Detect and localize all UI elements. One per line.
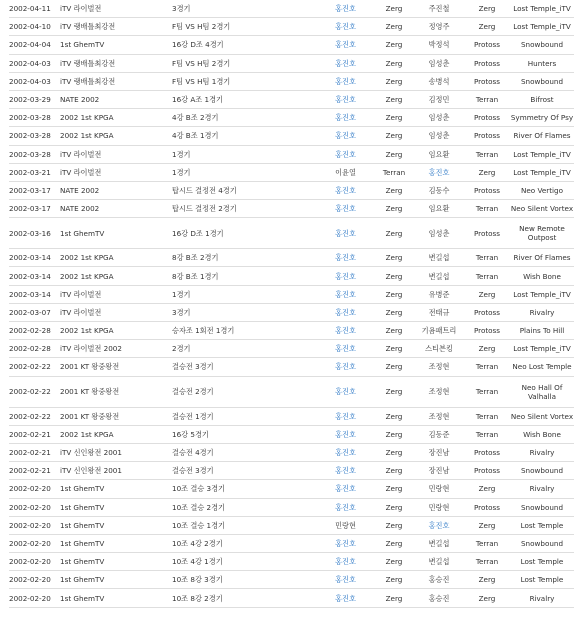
event-name: iTV 신인왕전 2001 <box>60 443 172 461</box>
match-date: 2002-03-21 <box>9 163 60 181</box>
table-row <box>9 516 574 534</box>
map-name: River Of Flames <box>510 249 574 267</box>
player2-name: 임성춘 <box>414 218 464 249</box>
map-name: River Of Flames <box>510 127 574 145</box>
player1-name[interactable]: 홍진호 <box>317 200 374 218</box>
player2-name[interactable]: 홍진호 <box>414 163 464 181</box>
player1-name[interactable]: 홍진호 <box>317 358 374 376</box>
map-name: Hunters <box>510 54 574 72</box>
player1-name: 민랑현 <box>317 516 374 534</box>
round-name: 1경기 <box>172 145 317 163</box>
player2-name: 김동수 <box>414 181 464 199</box>
map-name: Snowbound <box>510 498 574 516</box>
event-name: iTV 랭배틀최강전 <box>60 72 172 90</box>
player2-name: 송병석 <box>414 72 464 90</box>
player1-name[interactable]: 홍진호 <box>317 553 374 571</box>
player2-name: 유병준 <box>414 285 464 303</box>
table-row <box>9 0 574 18</box>
player1-race: Zerg <box>374 90 414 108</box>
event-name: 2002 1st KPGA <box>60 425 172 443</box>
player1-race: Zerg <box>374 443 414 461</box>
player2-name: 변길섭 <box>414 267 464 285</box>
map-name: Lost Temple_iTV <box>510 285 574 303</box>
event-name: 1st GhemTV <box>60 218 172 249</box>
table-row <box>9 553 574 571</box>
map-name: Rivalry <box>510 480 574 498</box>
match-date: 2002-02-22 <box>9 376 60 407</box>
table-row <box>9 534 574 552</box>
player1-name[interactable]: 홍진호 <box>317 109 374 127</box>
player2-race: Protoss <box>464 443 510 461</box>
map-name: Snowbound <box>510 534 574 552</box>
round-name: 10조 결승 3경기 <box>172 480 317 498</box>
player1-name[interactable]: 홍진호 <box>317 285 374 303</box>
player2-name: 김정민 <box>414 90 464 108</box>
round-name: 3경기 <box>172 0 317 18</box>
map-name: Snowbound <box>510 462 574 480</box>
player1-race: Zerg <box>374 72 414 90</box>
map-name: Bifrost <box>510 90 574 108</box>
round-name: 결승전 2경기 <box>172 376 317 407</box>
table-row <box>9 462 574 480</box>
match-date: 2002-02-21 <box>9 462 60 480</box>
player1-name[interactable]: 홍진호 <box>317 571 374 589</box>
match-date: 2002-02-20 <box>9 498 60 516</box>
map-name: Neo Vertigo <box>510 181 574 199</box>
table-row <box>9 200 574 218</box>
map-name: Rivalry <box>510 589 574 607</box>
player2-race: Terran <box>464 249 510 267</box>
table-row <box>9 358 574 376</box>
player1-name[interactable]: 홍진호 <box>317 36 374 54</box>
match-date: 2002-02-20 <box>9 480 60 498</box>
player1-race: Zerg <box>374 322 414 340</box>
map-name: Lost Temple <box>510 571 574 589</box>
match-date: 2002-02-22 <box>9 358 60 376</box>
table-row <box>9 589 574 607</box>
match-date: 2002-02-20 <box>9 571 60 589</box>
player1-name[interactable]: 홍진호 <box>317 249 374 267</box>
player1-name: 이윤열 <box>317 163 374 181</box>
map-name: Lost Temple_iTV <box>510 0 574 18</box>
event-name: iTV 라이벌전 <box>60 163 172 181</box>
player1-name[interactable]: 홍진호 <box>317 498 374 516</box>
match-date: 2002-02-20 <box>9 553 60 571</box>
player2-race: Terran <box>464 267 510 285</box>
player1-name[interactable]: 홍진호 <box>317 54 374 72</box>
table-row <box>9 285 574 303</box>
table-row <box>9 163 574 181</box>
player2-race: Zerg <box>464 163 510 181</box>
player2-race: Terran <box>464 425 510 443</box>
event-name: NATE 2002 <box>60 181 172 199</box>
player2-race: Zerg <box>464 571 510 589</box>
player2-race: Terran <box>464 553 510 571</box>
player2-name: 변길섭 <box>414 553 464 571</box>
player1-race: Terran <box>374 163 414 181</box>
table-row <box>9 443 574 461</box>
match-date: 2002-03-07 <box>9 303 60 321</box>
table-row <box>9 109 574 127</box>
player2-name: 박정석 <box>414 36 464 54</box>
event-name: 1st GhemTV <box>60 480 172 498</box>
table-row <box>9 425 574 443</box>
match-history-table <box>9 0 574 608</box>
player1-race: Zerg <box>374 462 414 480</box>
player1-race: Zerg <box>374 127 414 145</box>
match-date: 2002-04-04 <box>9 36 60 54</box>
table-row <box>9 90 574 108</box>
map-name: Lost Temple_iTV <box>510 145 574 163</box>
map-name: Symmetry Of Psy <box>510 109 574 127</box>
match-date: 2002-03-14 <box>9 285 60 303</box>
player1-race: Zerg <box>374 571 414 589</box>
table-row <box>9 376 574 407</box>
round-name: 8강 B조 2경기 <box>172 249 317 267</box>
match-date: 2002-03-16 <box>9 218 60 249</box>
match-date: 2002-04-10 <box>9 18 60 36</box>
match-date: 2002-02-20 <box>9 589 60 607</box>
player2-race: Protoss <box>464 36 510 54</box>
player2-name: 민랑현 <box>414 480 464 498</box>
event-name: 2002 1st KPGA <box>60 322 172 340</box>
player1-race: Zerg <box>374 249 414 267</box>
match-date: 2002-03-14 <box>9 249 60 267</box>
player2-name: 조정현 <box>414 376 464 407</box>
round-name: F팀 VS H팀 1경기 <box>172 72 317 90</box>
round-name: 10조 8강 3경기 <box>172 571 317 589</box>
round-name: 4강 B조 2경기 <box>172 109 317 127</box>
round-name: 1경기 <box>172 285 317 303</box>
player2-race: Protoss <box>464 127 510 145</box>
player1-race: Zerg <box>374 553 414 571</box>
map-name: Neo Silent Vortex <box>510 200 574 218</box>
table-row <box>9 181 574 199</box>
table-row <box>9 480 574 498</box>
player2-race: Zerg <box>464 589 510 607</box>
player1-name[interactable]: 홍진호 <box>317 425 374 443</box>
round-name: 10조 4강 1경기 <box>172 553 317 571</box>
match-date: 2002-02-20 <box>9 516 60 534</box>
match-date: 2002-03-28 <box>9 145 60 163</box>
player1-race: Zerg <box>374 498 414 516</box>
event-name: iTV 랭배틀최강전 <box>60 18 172 36</box>
match-date: 2002-03-29 <box>9 90 60 108</box>
match-date: 2002-02-28 <box>9 322 60 340</box>
match-date: 2002-03-14 <box>9 267 60 285</box>
event-name: iTV 라이벌전 <box>60 285 172 303</box>
round-name: 10조 결승 1경기 <box>172 516 317 534</box>
event-name: iTV 신인왕전 2001 <box>60 462 172 480</box>
player1-name[interactable]: 홍진호 <box>317 589 374 607</box>
match-date: 2002-03-28 <box>9 127 60 145</box>
match-date: 2002-02-28 <box>9 340 60 358</box>
player2-race: Protoss <box>464 218 510 249</box>
player1-name[interactable]: 홍진호 <box>317 534 374 552</box>
round-name: 4강 B조 1경기 <box>172 127 317 145</box>
match-date: 2002-03-17 <box>9 181 60 199</box>
round-name: 10조 결승 2경기 <box>172 498 317 516</box>
round-name: 16강 D조 1경기 <box>172 218 317 249</box>
map-name: Lost Temple <box>510 553 574 571</box>
player2-name: 임요환 <box>414 200 464 218</box>
match-date: 2002-04-03 <box>9 54 60 72</box>
match-date: 2002-02-21 <box>9 425 60 443</box>
round-name: 8강 B조 1경기 <box>172 267 317 285</box>
player2-name: 전태규 <box>414 303 464 321</box>
player2-name: 김동준 <box>414 425 464 443</box>
player1-name[interactable]: 홍진호 <box>317 267 374 285</box>
table-row <box>9 340 574 358</box>
player1-race: Zerg <box>374 516 414 534</box>
player2-race: Terran <box>464 376 510 407</box>
table-row <box>9 127 574 145</box>
player2-race: Terran <box>464 90 510 108</box>
player2-race: Terran <box>464 145 510 163</box>
player2-race: Protoss <box>464 54 510 72</box>
player1-name[interactable]: 홍진호 <box>317 0 374 18</box>
player1-race: Zerg <box>374 181 414 199</box>
round-name: 결승전 3경기 <box>172 358 317 376</box>
event-name: iTV 라이벌전 <box>60 303 172 321</box>
player2-race: Zerg <box>464 285 510 303</box>
match-date: 2002-02-20 <box>9 534 60 552</box>
round-name: 탑시드 결정전 2경기 <box>172 200 317 218</box>
map-name: Lost Temple_iTV <box>510 340 574 358</box>
table-row <box>9 72 574 90</box>
player1-race: Zerg <box>374 218 414 249</box>
event-name: 1st GhemTV <box>60 498 172 516</box>
player1-race: Zerg <box>374 340 414 358</box>
player2-race: Zerg <box>464 0 510 18</box>
player1-name[interactable]: 홍진호 <box>317 145 374 163</box>
map-name: Wish Bone <box>510 425 574 443</box>
map-name: Lost Temple <box>510 516 574 534</box>
player2-name: 변길섭 <box>414 249 464 267</box>
round-name: 3경기 <box>172 303 317 321</box>
player1-name[interactable]: 홍진호 <box>317 462 374 480</box>
player2-race: Zerg <box>464 340 510 358</box>
player2-name: 장진남 <box>414 443 464 461</box>
table-row <box>9 145 574 163</box>
player2-name: 홍승진 <box>414 571 464 589</box>
player1-race: Zerg <box>374 376 414 407</box>
player2-name: 임성춘 <box>414 54 464 72</box>
match-date: 2002-03-17 <box>9 200 60 218</box>
round-name: F팀 VS H팀 2경기 <box>172 54 317 72</box>
round-name: 16강 D조 4경기 <box>172 36 317 54</box>
map-name: Rivalry <box>510 303 574 321</box>
player2-name: 변길섭 <box>414 534 464 552</box>
map-name: Snowbound <box>510 36 574 54</box>
map-name: Rivalry <box>510 443 574 461</box>
player1-race: Zerg <box>374 0 414 18</box>
event-name: 2001 KT 왕중왕전 <box>60 358 172 376</box>
round-name: 결승전 3경기 <box>172 462 317 480</box>
player2-race: Protoss <box>464 303 510 321</box>
player1-race: Zerg <box>374 407 414 425</box>
round-name: F팀 VS H팀 2경기 <box>172 18 317 36</box>
player2-name: 민랑현 <box>414 498 464 516</box>
map-name: Neo Lost Temple <box>510 358 574 376</box>
match-date: 2002-02-21 <box>9 443 60 461</box>
player2-name[interactable]: 홍진호 <box>414 516 464 534</box>
player1-race: Zerg <box>374 534 414 552</box>
player1-name[interactable]: 홍진호 <box>317 376 374 407</box>
player2-race: Protoss <box>464 462 510 480</box>
round-name: 2경기 <box>172 340 317 358</box>
round-name: 1경기 <box>172 163 317 181</box>
player2-name: 임성춘 <box>414 109 464 127</box>
table-row <box>9 54 574 72</box>
player2-name: 홍승진 <box>414 589 464 607</box>
event-name: iTV 랭배틀최강전 <box>60 54 172 72</box>
player1-race: Zerg <box>374 54 414 72</box>
match-date: 2002-04-11 <box>9 0 60 18</box>
player2-race: Zerg <box>464 18 510 36</box>
player1-race: Zerg <box>374 18 414 36</box>
player1-name[interactable]: 홍진호 <box>317 340 374 358</box>
map-name: Lost Temple_iTV <box>510 163 574 181</box>
match-date: 2002-02-22 <box>9 407 60 425</box>
player1-race: Zerg <box>374 145 414 163</box>
player1-race: Zerg <box>374 200 414 218</box>
table-row <box>9 249 574 267</box>
player1-name[interactable]: 홍진호 <box>317 407 374 425</box>
map-name: Wish Bone <box>510 267 574 285</box>
round-name: 10조 4강 2경기 <box>172 534 317 552</box>
round-name: 결승전 1경기 <box>172 407 317 425</box>
player2-name: 임요환 <box>414 145 464 163</box>
map-name: Snowbound <box>510 72 574 90</box>
round-name: 16강 A조 1경기 <box>172 90 317 108</box>
player1-name[interactable]: 홍진호 <box>317 303 374 321</box>
event-name: 1st GhemTV <box>60 589 172 607</box>
player2-race: Terran <box>464 534 510 552</box>
player1-race: Zerg <box>374 36 414 54</box>
player1-race: Zerg <box>374 480 414 498</box>
event-name: 2002 1st KPGA <box>60 249 172 267</box>
player2-race: Terran <box>464 358 510 376</box>
event-name: 2002 1st KPGA <box>60 127 172 145</box>
event-name: 1st GhemTV <box>60 534 172 552</box>
match-date: 2002-03-28 <box>9 109 60 127</box>
player2-name: 정영주 <box>414 18 464 36</box>
event-name: iTV 라이벌전 2002 <box>60 340 172 358</box>
player1-name[interactable]: 홍진호 <box>317 480 374 498</box>
table-row <box>9 571 574 589</box>
player2-race: Protoss <box>464 322 510 340</box>
player2-race: Protoss <box>464 72 510 90</box>
event-name: 1st GhemTV <box>60 553 172 571</box>
event-name: NATE 2002 <box>60 90 172 108</box>
event-name: NATE 2002 <box>60 200 172 218</box>
event-name: 2002 1st KPGA <box>60 267 172 285</box>
round-name: 결승전 4경기 <box>172 443 317 461</box>
player2-name: 조정현 <box>414 407 464 425</box>
event-name: 1st GhemTV <box>60 36 172 54</box>
player1-name[interactable]: 홍진호 <box>317 443 374 461</box>
player1-name[interactable]: 홍진호 <box>317 322 374 340</box>
player2-name: 기욤패트리 <box>414 322 464 340</box>
event-name: iTV 라이벌전 <box>60 0 172 18</box>
round-name: 16강 5경기 <box>172 425 317 443</box>
event-name: iTV 라이벌전 <box>60 145 172 163</box>
table-row <box>9 322 574 340</box>
player2-race: Protoss <box>464 109 510 127</box>
player2-race: Terran <box>464 407 510 425</box>
player1-race: Zerg <box>374 358 414 376</box>
player2-race: Protoss <box>464 498 510 516</box>
table-row <box>9 498 574 516</box>
event-name: 2002 1st KPGA <box>60 109 172 127</box>
event-name: 2001 KT 왕중왕전 <box>60 407 172 425</box>
round-name: 승자조 1회전 1경기 <box>172 322 317 340</box>
player2-name: 조정현 <box>414 358 464 376</box>
event-name: 1st GhemTV <box>60 516 172 534</box>
player1-race: Zerg <box>374 303 414 321</box>
event-name: 1st GhemTV <box>60 571 172 589</box>
player1-race: Zerg <box>374 285 414 303</box>
table-row <box>9 267 574 285</box>
player2-race: Protoss <box>464 181 510 199</box>
table-row <box>9 36 574 54</box>
table-row <box>9 218 574 249</box>
player2-race: Zerg <box>464 516 510 534</box>
player2-race: Terran <box>464 200 510 218</box>
player2-name: 주진철 <box>414 0 464 18</box>
table-row <box>9 18 574 36</box>
player1-race: Zerg <box>374 425 414 443</box>
player1-race: Zerg <box>374 267 414 285</box>
player1-name[interactable]: 홍진호 <box>317 218 374 249</box>
map-name: Neo Silent Vortex <box>510 407 574 425</box>
event-name: 2001 KT 왕중왕전 <box>60 376 172 407</box>
player1-name[interactable]: 홍진호 <box>317 90 374 108</box>
map-name: New Remote Outpost <box>510 218 574 249</box>
map-name: Neo Hall Of Valhalla <box>510 376 574 407</box>
map-name: Plains To Hill <box>510 322 574 340</box>
player2-name: 장진남 <box>414 462 464 480</box>
player1-name[interactable]: 홍진호 <box>317 72 374 90</box>
player2-race: Zerg <box>464 480 510 498</box>
player1-name[interactable]: 홍진호 <box>317 127 374 145</box>
player1-race: Zerg <box>374 589 414 607</box>
map-name: Lost Temple_iTV <box>510 18 574 36</box>
match-date: 2002-04-03 <box>9 72 60 90</box>
round-name: 탑시드 결정전 4경기 <box>172 181 317 199</box>
player1-name[interactable]: 홍진호 <box>317 181 374 199</box>
player2-name: 임성춘 <box>414 127 464 145</box>
player1-name[interactable]: 홍진호 <box>317 18 374 36</box>
round-name: 10조 8강 2경기 <box>172 589 317 607</box>
table-row <box>9 303 574 321</box>
player2-name: 스티븐킹 <box>414 340 464 358</box>
player1-race: Zerg <box>374 109 414 127</box>
match-rows <box>9 0 574 607</box>
table-row <box>9 407 574 425</box>
